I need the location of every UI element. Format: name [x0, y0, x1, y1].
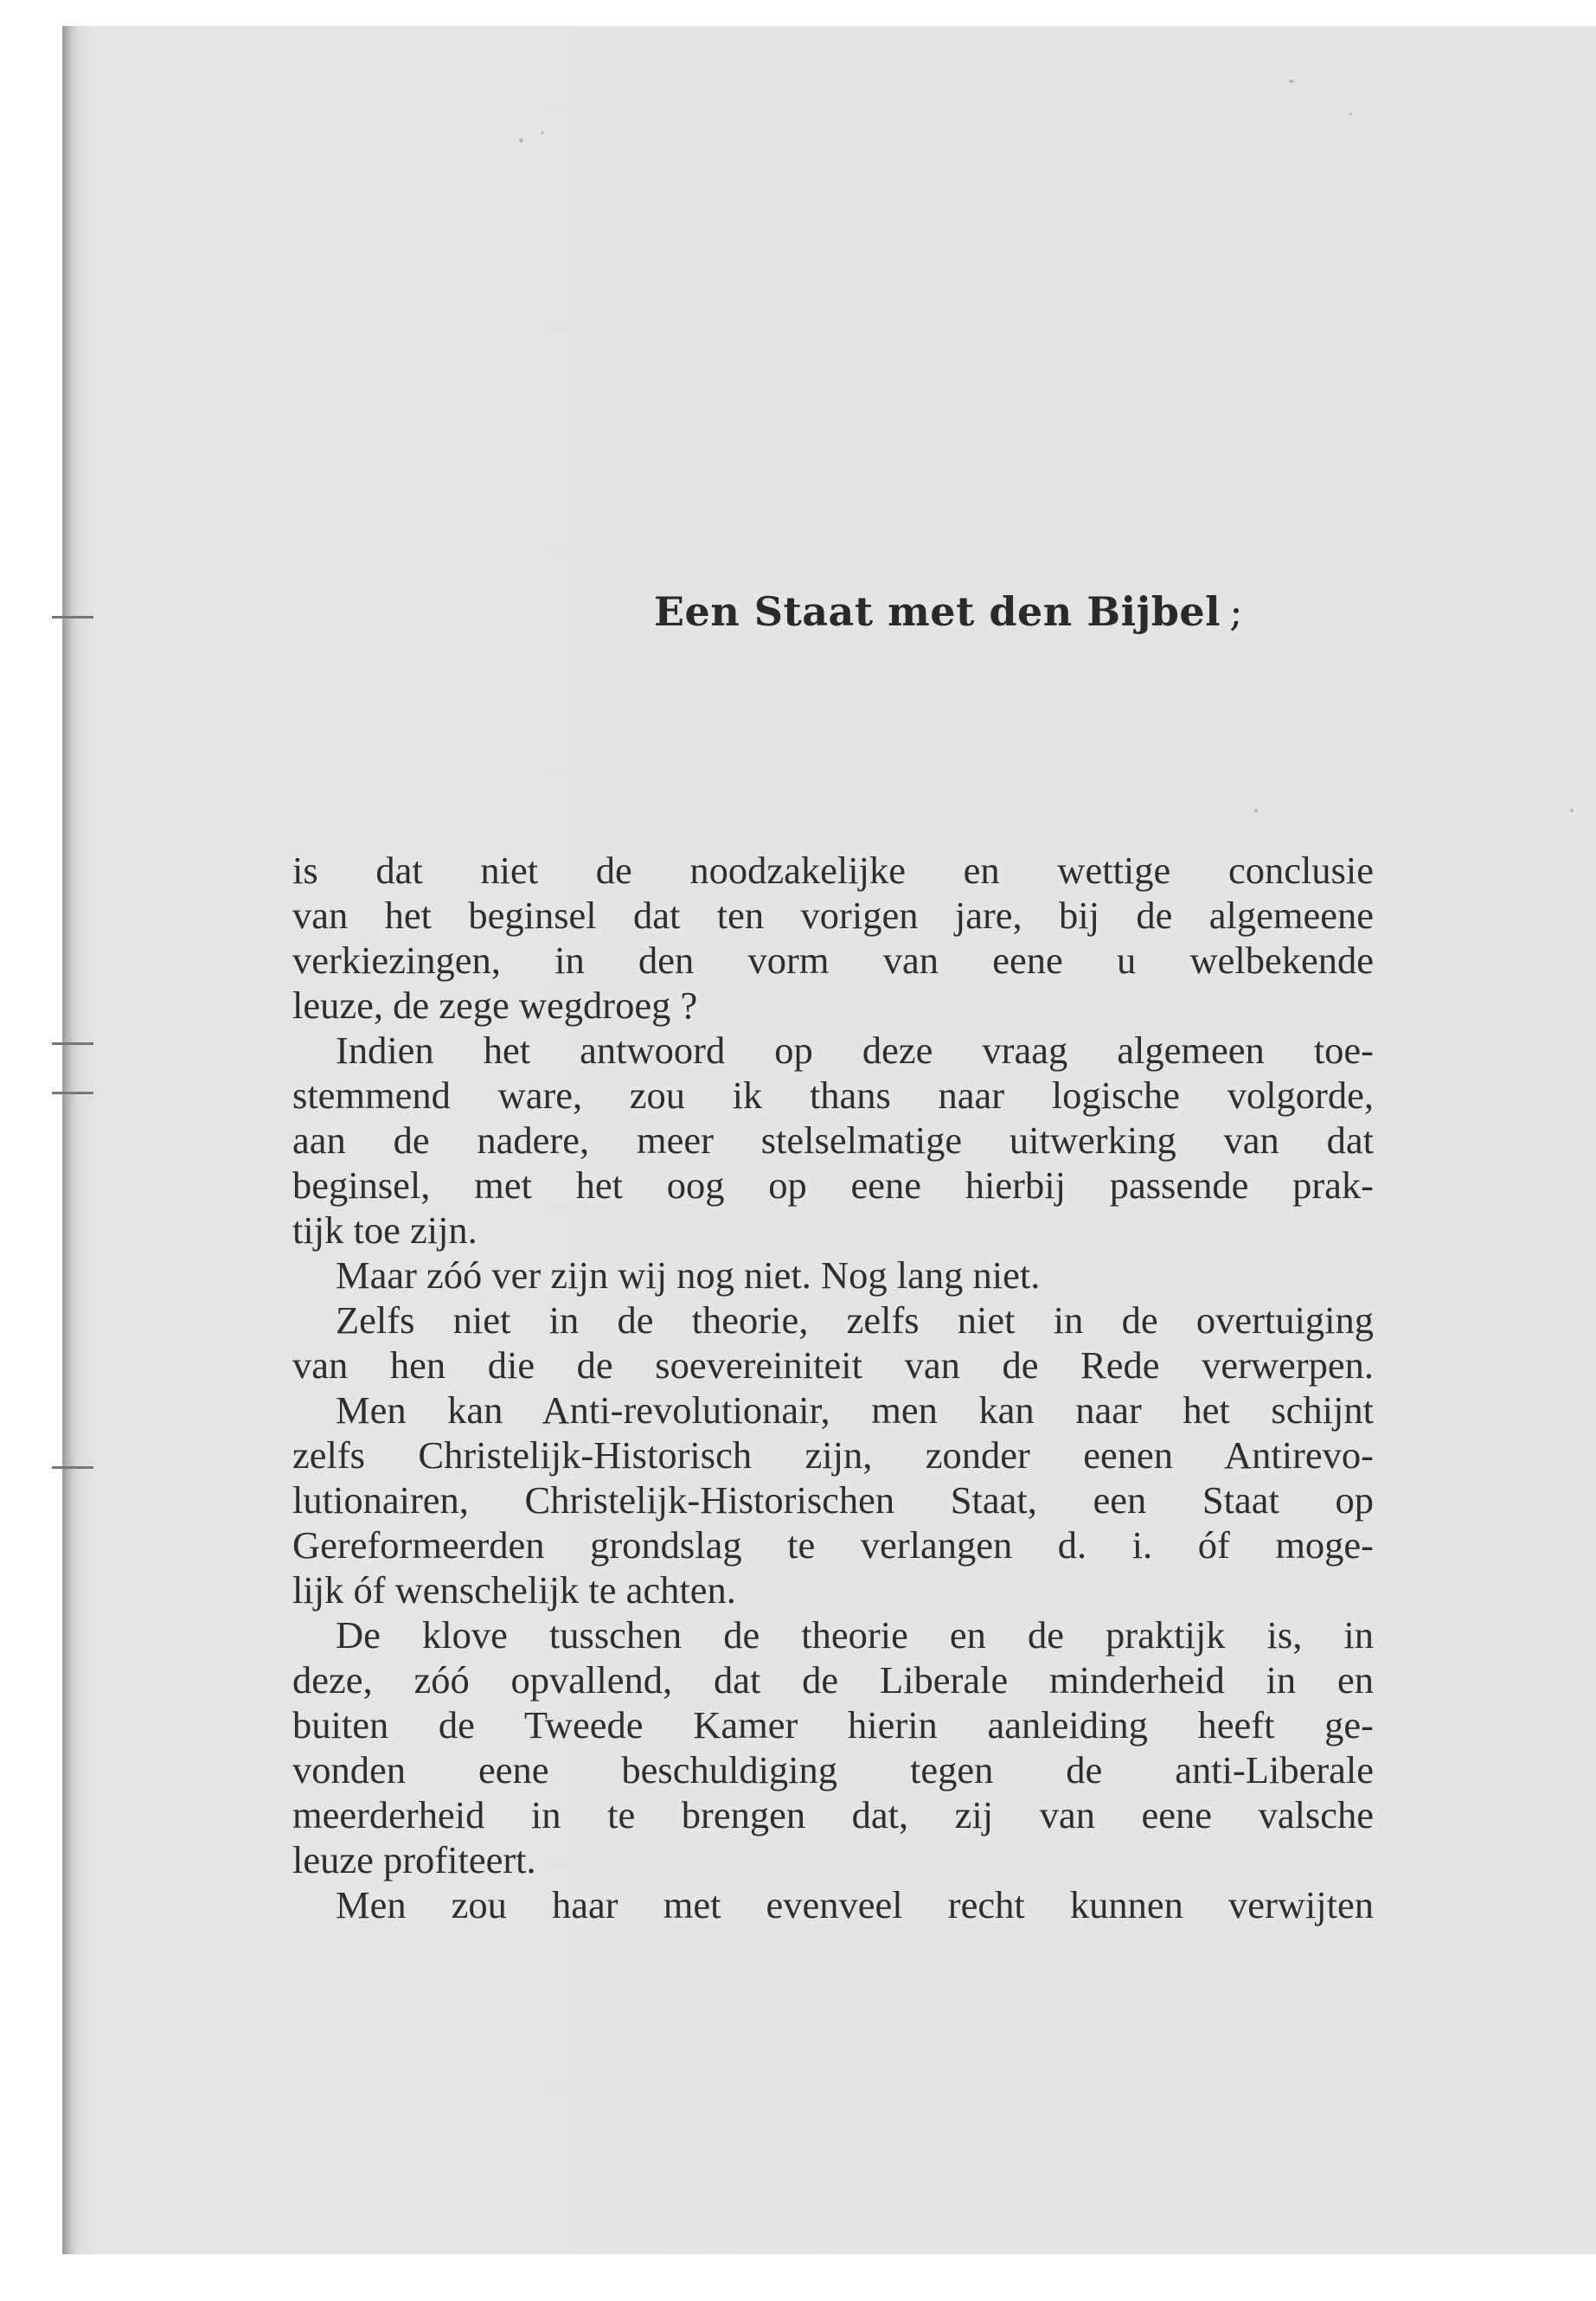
title-text: Een Staat met den Bijbel: [654, 588, 1221, 635]
text-line: van het beginsel dat ten vorigen jare, bij de algemeene: [292, 894, 1374, 937]
dust-speck: [1254, 809, 1258, 812]
page-title: [654, 588, 1243, 635]
dust-speck: [541, 131, 544, 134]
text-line: lijk óf wenschelijk te achten.: [292, 1568, 736, 1612]
gutter-mark: [52, 616, 93, 619]
text-line: buiten de Tweede Kamer hierin aanleiding heeft ge-: [292, 1703, 1374, 1747]
text-line: Zelfs niet in de theorie, zelfs niet in de overtuiging: [336, 1298, 1374, 1342]
text-line: verkiezingen, in den vorm van eene u welbekende: [292, 939, 1374, 982]
dust-speck: [1349, 112, 1352, 115]
text-line: Men zou haar met evenveel recht kunnen verwijten: [336, 1883, 1374, 1926]
text-line: lutionairen, Christelijk-Historischen Staat, een Staat op: [292, 1478, 1374, 1522]
text-line: is dat niet de noodzakelijke en wettige conclusie: [292, 849, 1374, 892]
gutter-mark: [52, 1466, 93, 1469]
dust-speck: [1570, 809, 1574, 812]
text-line: Men kan Anti-revolutionair, men kan naar het schijnt: [336, 1388, 1374, 1432]
text-line: zelfs Christelijk-Historisch zijn, zonder eenen Antirevo-: [292, 1433, 1374, 1477]
page-gutter: [62, 26, 78, 2254]
text-line: leuze, de zege wegdroeg ?: [292, 984, 698, 1027]
body-text: [292, 848, 1374, 1927]
dust-speck: [1289, 80, 1294, 83]
dust-speck: [519, 138, 523, 143]
gutter-mark: [52, 1042, 93, 1045]
text-line: Gereformeerden grondslag te verlangen d. i. óf moge-: [292, 1523, 1374, 1567]
text-line: van hen die de soevereiniteit van de Rede verwerpen.: [292, 1343, 1374, 1387]
text-line: aan de nadere, meer stelselmatige uitwerking van dat: [292, 1118, 1374, 1162]
text-line: Indien het antwoord op deze vraag algemeen toe-: [336, 1029, 1374, 1072]
title-punctuation: ;: [1229, 588, 1244, 635]
text-line: stemmend ware, zou ik thans naar logische volgorde,: [292, 1074, 1374, 1117]
gutter-mark: [52, 1092, 93, 1094]
text-line: beginsel, met het oog op eene hierbij passende prak-: [292, 1163, 1374, 1207]
text-line: leuze profiteert.: [292, 1838, 536, 1881]
text-line: deze, zóó opvallend, dat de Liberale minderheid in en: [292, 1658, 1374, 1702]
text-line: meerderheid in te brengen dat, zij van eene valsche: [292, 1793, 1374, 1836]
text-line: De klove tusschen de theorie en de praktijk is, in: [336, 1613, 1374, 1657]
text-line: Maar zóó ver zijn wij nog niet. Nog lang niet.: [336, 1253, 1041, 1297]
text-line: vonden eene beschuldiging tegen de anti-Liberale: [292, 1748, 1374, 1791]
text-line: tijk toe zijn.: [292, 1208, 478, 1252]
